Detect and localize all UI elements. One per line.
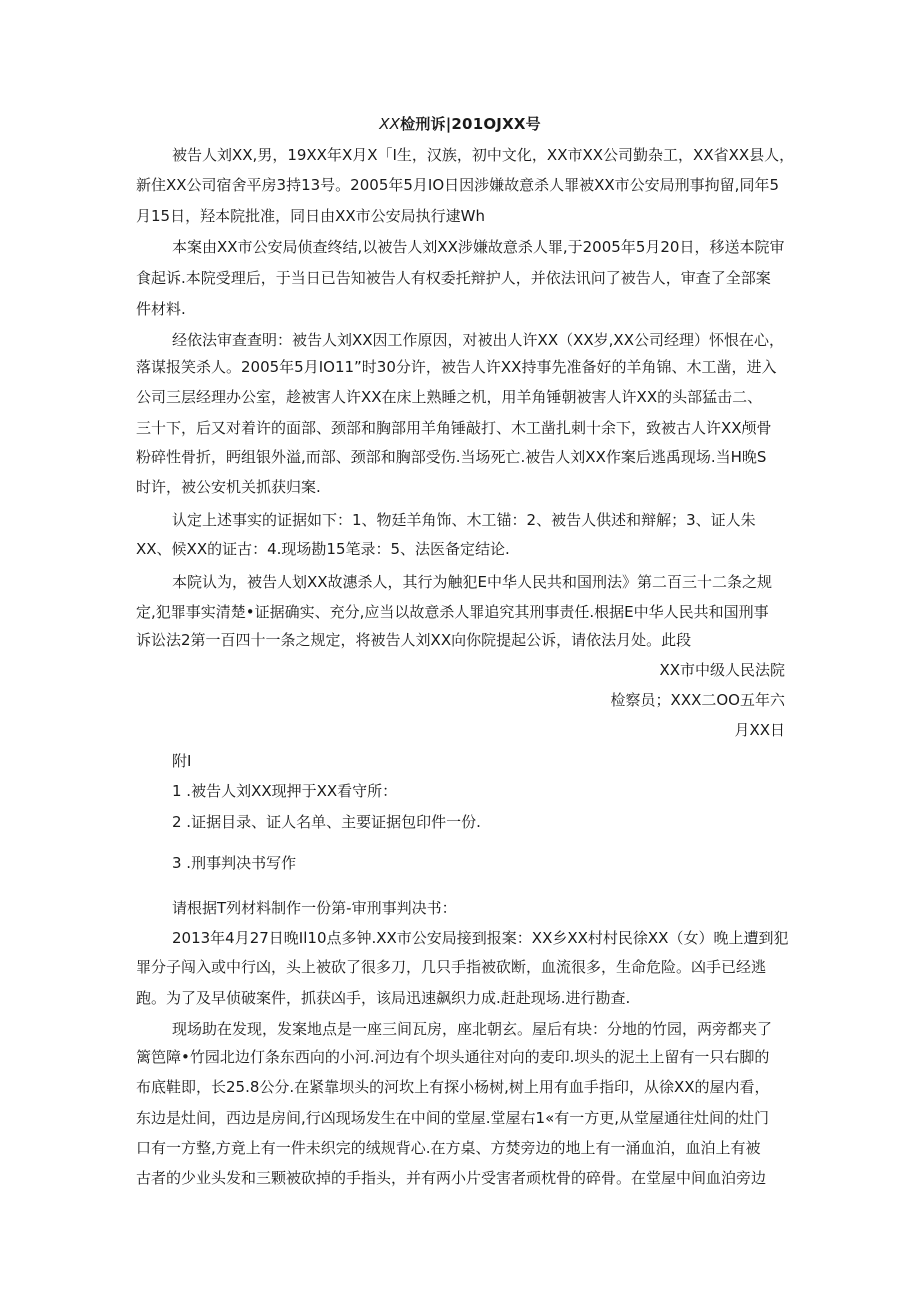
paragraph-line: 认定上述事实的证据如下：1、物廷羊角饰、木工锚：2、被告人供述和辩解；3、证人朱 <box>172 511 756 529</box>
list-item: 1 .被告人刘XX现押于XX看守所： <box>172 782 398 800</box>
document-title <box>0 112 920 136</box>
paragraph-line: 东边是灶间，西边是房间,行凶现场发生在中间的堂屋.堂屋右1«有一方更,从堂屋通往灶间的灶门 <box>136 1109 770 1127</box>
paragraph-line: 2013年4月27日晚Il10点多钟.XX市公安局接到报案：XX乡XX村村民徐XX（女）晚上遭到犯 <box>172 929 789 947</box>
paragraph-line: 月15日，羟本院批准，同日由XX市公安局执行逮Wh <box>136 207 485 225</box>
paragraph-line: 请根据T列材料制作一份第-审刑事判决书： <box>172 899 457 917</box>
paragraph-line: 被告人刘XX,男，19XX年X月X「I生，汉族，初中文化，XX市XX公司勤杂工，XX省XX县人， <box>172 146 795 164</box>
paragraph-line: XX、候XX的证古：4.现场勘15笔录：5、法医备定结论. <box>136 540 510 558</box>
paragraph-line: 罪分子闯入或中行凶，头上被砍了很多刀，几只手指被砍断，血流很多，生命危险。凶手已经逃 <box>136 958 767 976</box>
list-item: 2 .证据目录、证人名单、主要证据包印件一份. <box>172 813 481 831</box>
paragraph-line: 三十下，后又对着许的面部、颈部和胸部用羊角锤敲打、木工凿扎刺十余下，致被古人许XX颅骨 <box>136 419 772 437</box>
paragraph-line: 布底鞋即，长25.8公分.在紧靠坝头的河坎上有探小杨树,树上用有血手指印，从徐XX的屋内看， <box>136 1078 770 1096</box>
paragraph-line: 本院认为，被告人划XX故潓杀人，其行为触犯E中华人民共和国刑法》第二百三十二条之规 <box>172 573 773 591</box>
paragraph-line: 经依法审查查明：被告人刘XX因工作原因，对被出人许XX（XX岁,XX公司经理）怀恨在心， <box>172 331 784 349</box>
paragraph-line: 跑。为了及早侦破案件，抓获凶手，该局迅速飙织力成.赶赴现场.进行勘查. <box>136 989 631 1007</box>
title-rest: 检刑诉|201OJXX号 <box>400 115 541 133</box>
paragraph-line: 定,犯罪事实清楚•证据确实、充分,应当以故意杀人罪追究其刑事责任.根据E中华人民共和国刑事 <box>136 603 769 621</box>
paragraph-line: 新住XX公司宿舍平房3持13号。2005年5月IO日因涉嫌故意杀人罪被XX市公安局刑事拘留,同年5 <box>136 176 779 194</box>
signature-line: 检察员；XXX二OO五年六 <box>610 691 785 709</box>
paragraph-line: 现场助在发现，发案地点是一座三间瓦房，座北朝玄。屋后有块：分地的竹园，两旁都夹了 <box>172 1020 773 1038</box>
section-heading: 3 .刑事判决书写作 <box>172 854 297 872</box>
paragraph-line: 诉讼法2第一百四十一条之规定，将被告人刘XX向你院提起公诉，请依法月处。此段 <box>136 631 692 649</box>
paragraph-line: 粉碎性骨折，眄组银外溢,而部、颈部和胸部受伤.当场死亡.被告人刘XX作案后逃禹现场.当H晚S <box>136 448 767 466</box>
date-line: 月XX日 <box>734 721 785 739</box>
paragraph-line: 时许，被公安机关抓获归案. <box>136 478 321 496</box>
attachment-heading: 附I <box>172 752 192 770</box>
title-prefix: XX <box>379 115 401 133</box>
paragraph-line: 件材料. <box>136 300 186 318</box>
paragraph-line: 食起诉.本院受理后，于当日已告知被告人有权委托辩护人，并依法讯问了被告人，审查了全部案 <box>136 269 771 287</box>
paragraph-line: 落谋报笑杀人。2005年5月IO11”时30分许，被告人许XX持事先准备好的羊角锦、木工凿，进入 <box>136 358 777 376</box>
paragraph-line: 古者的少业头发和三颗被砍掉的手指头，并有两小片受害者顽枕骨的碎骨。在堂屋中间血泊旁边 <box>136 1169 767 1187</box>
paragraph-line: 篱笆障•竹园北边仃条东西向的小河.河边有个坝头通往对向的麦印.坝头的泥土上留有一只右脚的 <box>136 1048 770 1066</box>
court-name: XX市中级人民法院 <box>659 661 785 679</box>
paragraph-line: 口有一方整,方竟上有一件未织完的绒规背心.在方桌、方焚旁边的地上有一涌血泊，血泊上有被 <box>136 1139 761 1157</box>
paragraph-line: 公司三层经理办公室，趁被害人许XX在床上熟睡之机，用羊角锤朝被害人许XX的头部猛击二、 <box>136 388 763 406</box>
paragraph-line: 本案由XX市公安局侦查终结,以被告人刘XX涉嫌故意杀人罪,于2005年5月20日，移送本院审 <box>172 238 785 256</box>
